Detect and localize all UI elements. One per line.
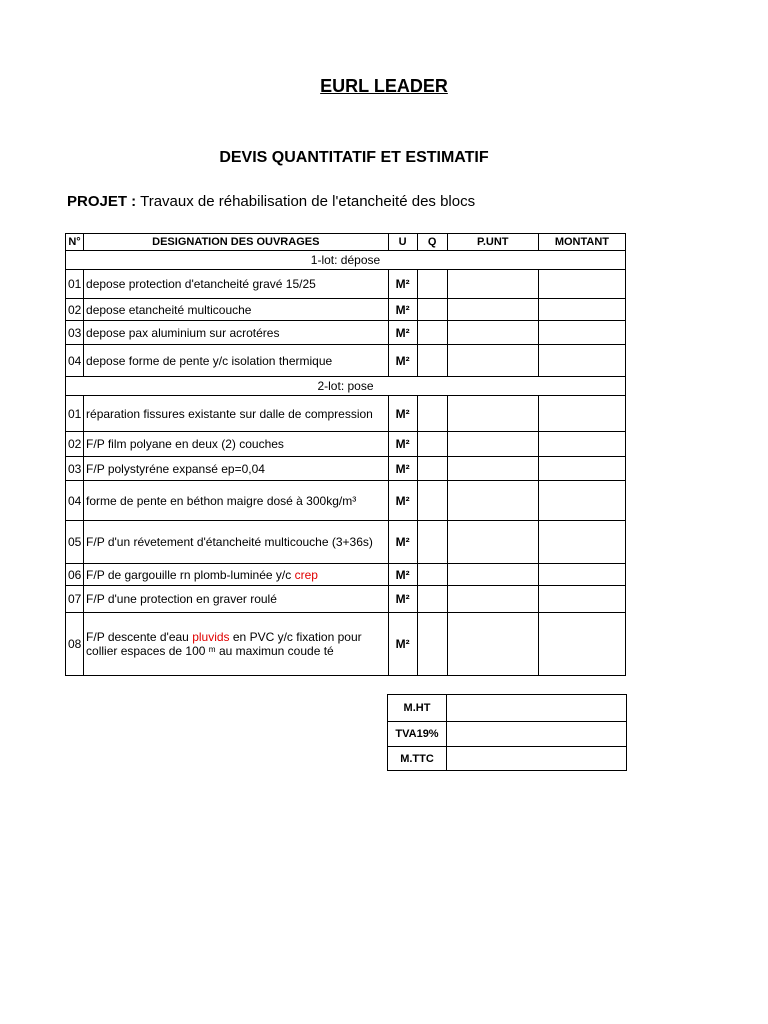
table-row bbox=[66, 321, 626, 345]
row-quantity bbox=[417, 345, 447, 377]
row-number: 08 bbox=[66, 613, 84, 676]
row-quantity bbox=[417, 481, 447, 521]
table-row bbox=[66, 613, 626, 676]
total-ttc-value bbox=[447, 747, 627, 771]
row-number: 05 bbox=[66, 521, 84, 564]
total-row bbox=[388, 722, 627, 747]
total-ht-label: M.HT bbox=[388, 695, 447, 722]
row-unit-price bbox=[447, 345, 538, 377]
row-number: 02 bbox=[66, 299, 84, 321]
table-row bbox=[66, 345, 626, 377]
table-row bbox=[66, 396, 626, 432]
row-unit-price bbox=[447, 481, 538, 521]
row-amount bbox=[538, 457, 625, 481]
total-row bbox=[388, 695, 627, 722]
row-quantity bbox=[417, 432, 447, 457]
row-amount bbox=[538, 270, 625, 299]
row-quantity bbox=[417, 457, 447, 481]
row-designation: F/P descente d'eau pluvids en PVC y/c fixation pour collier espaces de 100 ᵐ au maximun coude té bbox=[84, 613, 389, 676]
row-amount bbox=[538, 586, 625, 613]
table-row bbox=[66, 270, 626, 299]
row-amount bbox=[538, 481, 625, 521]
row-designation: depose pax aluminium sur acrotéres bbox=[84, 321, 389, 345]
row-unit-price bbox=[447, 457, 538, 481]
table-row bbox=[66, 564, 626, 586]
row-unit-price bbox=[447, 432, 538, 457]
table-row bbox=[66, 457, 626, 481]
row-number: 01 bbox=[66, 396, 84, 432]
lot-heading-row bbox=[66, 251, 626, 270]
table-row bbox=[66, 432, 626, 457]
document-title: DEVIS QUANTITATIF ET ESTIMATIF bbox=[219, 149, 489, 166]
row-amount bbox=[538, 396, 625, 432]
row-unit: M² bbox=[388, 432, 417, 457]
quantity-estimate-table bbox=[65, 233, 626, 676]
project-line bbox=[67, 193, 475, 210]
row-unit-price bbox=[447, 613, 538, 676]
row-amount bbox=[538, 299, 625, 321]
lot-heading-row bbox=[66, 377, 626, 396]
table-row bbox=[66, 521, 626, 564]
header-number: N° bbox=[66, 234, 84, 251]
row-unit-price bbox=[447, 396, 538, 432]
row-unit: M² bbox=[388, 345, 417, 377]
row-number: 01 bbox=[66, 270, 84, 299]
row-amount bbox=[538, 321, 625, 345]
table-row bbox=[66, 586, 626, 613]
header-designation: DESIGNATION DES OUVRAGES bbox=[84, 234, 389, 251]
row-unit: M² bbox=[388, 321, 417, 345]
row-amount bbox=[538, 521, 625, 564]
row-amount bbox=[538, 345, 625, 377]
row-unit-price bbox=[447, 586, 538, 613]
row-designation: F/P polystyréne expansé ep=0,04 bbox=[84, 457, 389, 481]
row-unit: M² bbox=[388, 270, 417, 299]
row-designation: depose etancheité multicouche bbox=[84, 299, 389, 321]
table-row bbox=[66, 481, 626, 521]
row-unit: M² bbox=[388, 564, 417, 586]
header-quantity: Q bbox=[417, 234, 447, 251]
row-quantity bbox=[417, 613, 447, 676]
total-ttc-label: M.TTC bbox=[388, 747, 447, 771]
company-name: EURL LEADER bbox=[320, 76, 448, 96]
row-unit: M² bbox=[388, 299, 417, 321]
totals-table bbox=[387, 694, 627, 771]
row-quantity bbox=[417, 586, 447, 613]
row-quantity bbox=[417, 299, 447, 321]
lot-title: 2-lot: pose bbox=[66, 377, 626, 396]
row-quantity bbox=[417, 270, 447, 299]
row-number: 02 bbox=[66, 432, 84, 457]
tva-value bbox=[447, 722, 627, 747]
tva-label: TVA19% bbox=[388, 722, 447, 747]
highlighted-word: pluvids bbox=[192, 630, 230, 644]
row-designation: depose protection d'etancheité gravé 15/25 bbox=[84, 270, 389, 299]
row-designation: réparation fissures existante sur dalle de compression bbox=[84, 396, 389, 432]
row-number: 04 bbox=[66, 481, 84, 521]
row-unit: M² bbox=[388, 521, 417, 564]
row-amount bbox=[538, 613, 625, 676]
highlighted-word: crep bbox=[294, 567, 318, 582]
table-row bbox=[66, 299, 626, 321]
row-unit: M² bbox=[388, 457, 417, 481]
row-quantity bbox=[417, 396, 447, 432]
row-number: 07 bbox=[66, 586, 84, 613]
row-amount bbox=[538, 432, 625, 457]
row-unit: M² bbox=[388, 613, 417, 676]
project-label: PROJET : bbox=[67, 193, 137, 210]
row-designation: F/P film polyane en deux (2) couches bbox=[84, 432, 389, 457]
row-unit-price bbox=[447, 299, 538, 321]
row-number: 03 bbox=[66, 321, 84, 345]
header-unit: U bbox=[388, 234, 417, 251]
row-designation: F/P d'un révetement d'étancheité multicouche (3+36s) bbox=[84, 521, 389, 564]
row-amount bbox=[538, 564, 625, 586]
row-quantity bbox=[417, 521, 447, 564]
row-unit: M² bbox=[388, 396, 417, 432]
row-unit-price bbox=[447, 321, 538, 345]
row-unit-price bbox=[447, 564, 538, 586]
row-quantity bbox=[417, 321, 447, 345]
total-ht-value bbox=[447, 695, 627, 722]
row-quantity bbox=[417, 564, 447, 586]
total-row bbox=[388, 747, 627, 771]
row-unit: M² bbox=[388, 481, 417, 521]
row-designation: F/P d'une protection en graver roulé bbox=[84, 586, 389, 613]
row-number: 03 bbox=[66, 457, 84, 481]
row-unit-price bbox=[447, 270, 538, 299]
row-unit-price bbox=[447, 521, 538, 564]
row-designation: F/P de gargouille rn plomb-luminée y/c crep bbox=[84, 564, 389, 586]
row-number: 04 bbox=[66, 345, 84, 377]
row-designation: forme de pente en béthon maigre dosé à 300kg/m³ bbox=[84, 481, 389, 521]
row-number: 06 bbox=[66, 564, 84, 586]
row-designation: depose forme de pente y/c isolation thermique bbox=[84, 345, 389, 377]
header-unit-price: P.UNT bbox=[447, 234, 538, 251]
lot-title: 1-lot: dépose bbox=[66, 251, 626, 270]
row-unit: M² bbox=[388, 586, 417, 613]
header-amount: MONTANT bbox=[538, 234, 625, 251]
project-value: Travaux de réhabilisation de l'etancheité des blocs bbox=[140, 193, 476, 210]
